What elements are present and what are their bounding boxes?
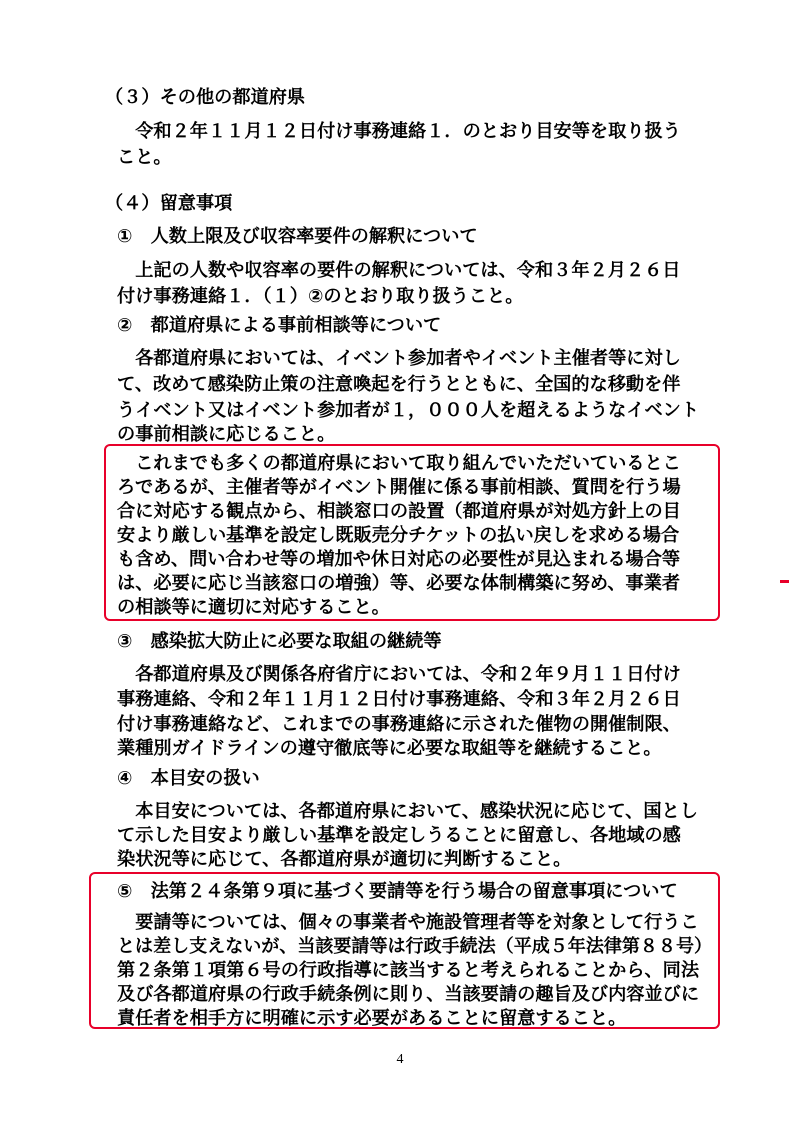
item-2-boxed-line-3: 合に対応する観点から、相談窓口の設置（都道府県が対処方針上の目: [117, 501, 681, 522]
item-2-line-1: 各都道府県においては、イベント参加者やイベント主催者等に対し: [117, 348, 681, 369]
item-1-line-2: 付け事務連絡１．（１）②のとおり取り扱うこと。: [117, 286, 524, 307]
item-2-line-3: うイベント又はイベント参加者が１，０００人を超えるようなイベント: [117, 400, 700, 421]
item-1-title: ① 人数上限及び収容率要件の解釈について: [117, 226, 478, 247]
section-3-line-1: 令和２年１１月１２日付け事務連絡１．のとおり目安等を取り扱う: [117, 121, 681, 142]
item-5-line-1: 要請等については、個々の事業者や施設管理者等を対象として行うこ: [117, 912, 699, 933]
item-2-boxed-line-1: これまでも多くの都道府県において取り組んでいただいているとこ: [117, 453, 681, 474]
item-2-boxed-line-2: ろであるが、主催者等がイベント開催に係る事前相談、質問を行う場: [117, 477, 681, 498]
section-4-heading: （４）留意事項: [105, 193, 233, 214]
item-3-title: ③ 感染拡大防止に必要な取組の継続等: [117, 631, 442, 652]
item-2-boxed-line-5: も含め、問い合わせ等の増加や休日対応の必要性が見込まれる場合等: [117, 549, 681, 570]
item-1-line-1: 上記の人数や収容率の要件の解釈については、令和３年２月２６日: [117, 260, 681, 281]
item-2-title: ② 都道府県による事前相談等について: [117, 315, 442, 336]
item-5-title: ⑤ 法第２４条第９項に基づく要請等を行う場合の留意事項について: [117, 881, 678, 902]
item-5-line-4: 及び各都道府県の行政手続条例に則り、当該要請の趣旨及び内容並びに: [117, 984, 700, 1005]
section-3-heading: （３）その他の都道府県: [105, 87, 306, 108]
item-5-line-5: 責任者を相手方に明確に示す必要があることに留意すること。: [117, 1008, 627, 1029]
item-4-line-3: 染状況等に応じて、各都道府県が適切に判断すること。: [117, 849, 572, 870]
item-4-line-1: 本目安については、各都道府県において、感染状況に応じて、国とし: [117, 801, 698, 822]
item-2-line-4: の事前相談に応じること。: [117, 424, 336, 445]
item-3-line-4: 業種別ガイドラインの遵守徹底等に必要な取組等を継続すること。: [117, 738, 662, 759]
item-2-line-2: て、改めて感染防止策の注意喚起を行うとともに、全国的な移動を伴: [117, 374, 681, 395]
item-3-line-3: 付け事務連絡など、これまでの事務連絡に示された催物の開催制限、: [117, 714, 681, 735]
item-3-line-1: 各都道府県及び関係各府省庁においては、令和２年９月１１日付け: [117, 664, 681, 685]
item-5-line-3: 第２条第１項第６号の行政指導に該当すると考えられることから、同法: [117, 960, 700, 981]
item-2-boxed-line-4: 安より厳しい基準を設定し既販売分チケットの払い戻しを求める場合: [117, 525, 680, 546]
item-3-line-2: 事務連絡、令和２年１１月１２日付け事務連絡、令和３年２月２６日: [117, 689, 681, 710]
item-4-line-2: て示した目安より厳しい基準を設定しうることに留意し、各地域の感: [117, 825, 681, 846]
revision-mark: [780, 580, 789, 583]
section-3-line-2: こと。: [117, 147, 172, 168]
page-number: 4: [396, 1052, 404, 1067]
item-4-title: ④ 本目安の扱い: [117, 768, 260, 789]
item-2-boxed-line-7: の相談等に適切に対応すること。: [117, 597, 390, 618]
item-5-line-2: とは差し支えないが、当該要請等は行政手続法（平成５年法律第８８号）: [117, 936, 713, 957]
item-2-boxed-line-6: は、必要に応じ当該窓口の増強）等、必要な体制構築に努め、事業者: [117, 573, 681, 594]
